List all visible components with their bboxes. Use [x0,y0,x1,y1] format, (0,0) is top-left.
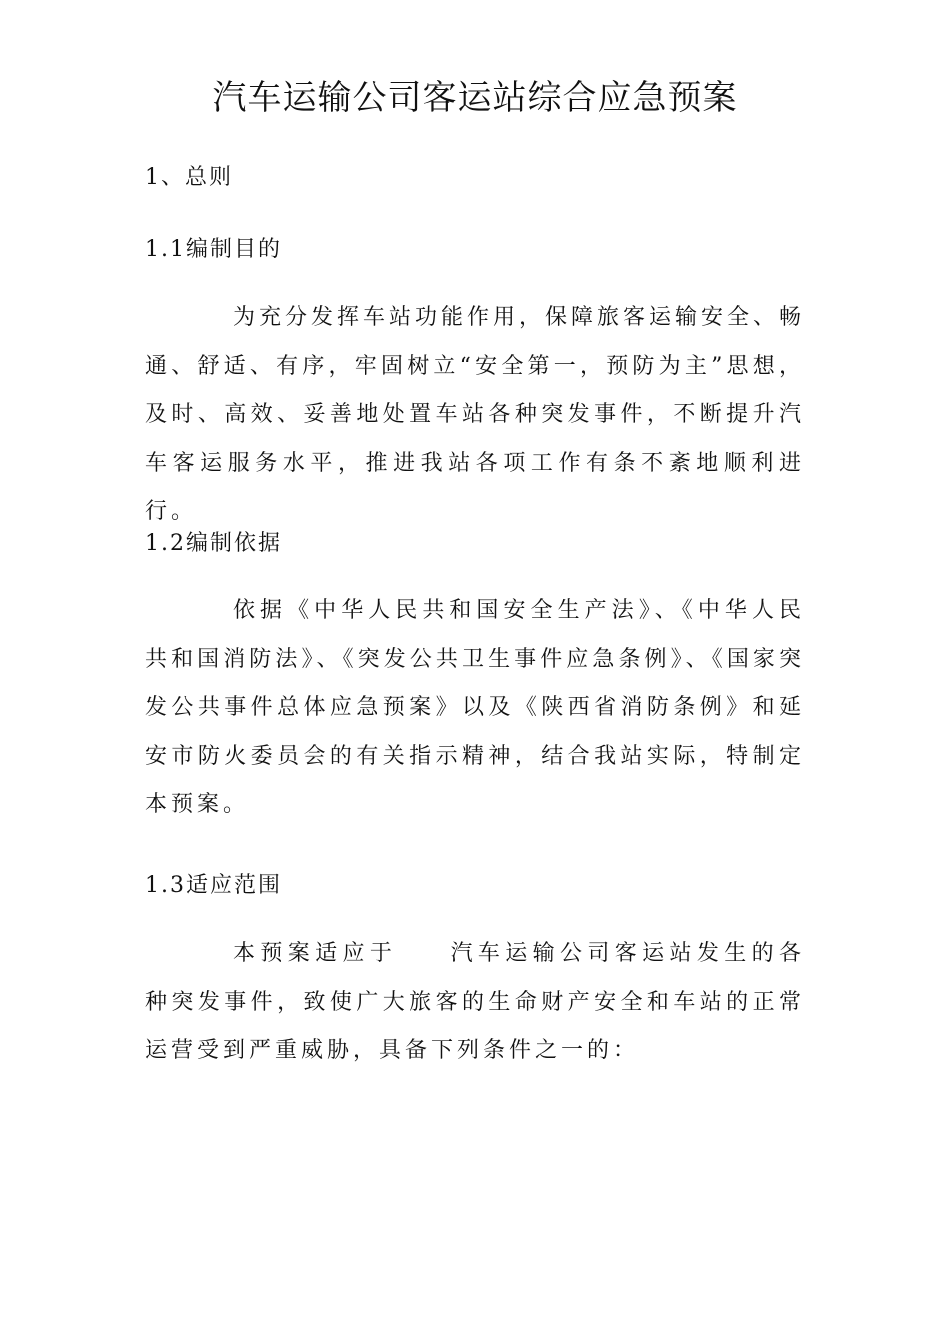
paragraph-scope [145,930,805,1076]
paragraph-purpose: 为充分发挥车站功能作用，保障旅客运输安全、畅通、舒适、有序，牢固树立“安全第一，预防为主”思想，及时、高效、妥善地处置车站各种突发事件，不断提升汽车客运服务水平，推进我站各项工作有条不紊地顺利进行。 [145,305,806,524]
document-title: 汽车运输公司客运站综合应急预案 [212,78,738,118]
scope-text-part2: 汽车运输公司客运站发生的各种突发事件，致使广大旅客的生命财产安全和车站的正常运营受到严重威胁，具备下列条件之一的： [145,941,805,1063]
scope-text-part1: 本预案适应于 [233,941,398,966]
section-heading-general: 1、总则 [145,165,233,190]
paragraph-basis: 依据《中华人民共和国安全生产法》、《中华人民共和国消防法》、《突发公共卫生事件应急条例》、《国家突发公共事件总体应急预案》以及《陕西省消防条例》和延安市防火委员会的有关指示精神，结合我站实际，特制定本预案。 [145,598,805,817]
section-heading-purpose: 1.1编制目的 [145,237,282,262]
section-heading-basis: 1.2编制依据 [145,531,282,556]
section-heading-scope: 1.3适应范围 [145,873,282,898]
